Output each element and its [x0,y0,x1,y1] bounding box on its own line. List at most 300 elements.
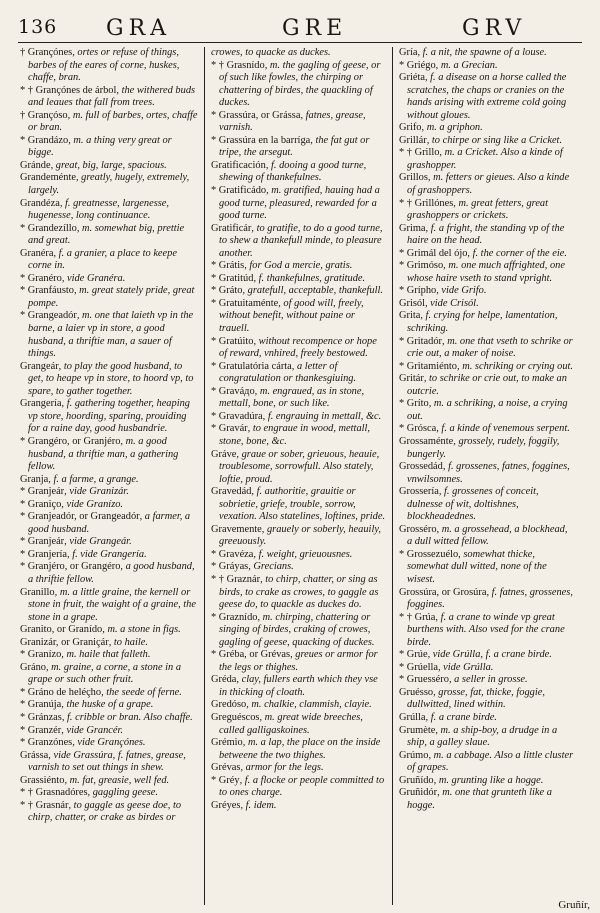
definition: , clay, fullers earth which they vse in thicking of cloath. [219,674,378,698]
entry-marker: * [399,285,407,297]
entry-marker: * [20,134,28,146]
definition: , vide Granéra. [61,272,126,284]
headword: Gráno de heléçho [27,686,102,698]
entry-marker: * [211,561,219,573]
definition: , f. gathering together, heaping vp store, hoording, sparing, prouiding for a raine day, good husbandrie. [28,398,190,435]
headword: Granito, or Granído [20,624,103,636]
definition: crowes, to quacke as duckes. [211,47,331,58]
dictionary-entry [399,486,574,524]
dictionary-entry [399,423,574,436]
headword: Grillos [399,172,428,184]
definition: , f. grossenes of conceit, dulnesse of wit, doltishnes, blockheadednes. [407,486,539,523]
definition: , m. chirping, chattering or singing of birdes, craking of crowes, gagling of geese, quacking of duckes. [219,611,375,648]
headword: Grandeménte [20,172,76,184]
headword: Gredóso [211,699,247,711]
headword: Granjería [27,548,68,560]
definition: , greues or armor for the legs or thighes. [219,649,378,673]
entry-marker: * [399,247,407,259]
dictionary-entry [20,699,198,712]
dictionary-entry [211,285,386,298]
headword: Graznído [218,611,258,623]
dictionary-entry [399,298,574,311]
definition: , vide Grassúra, f. fatnes, grease, varnish to set out things in shew. [28,749,186,774]
definition: , m. a Cricket. Also a kinde of grashopper. [407,147,563,171]
dictionary-entry [211,336,386,361]
headword: Gría [399,47,418,58]
definition: , gratefull, acceptable, thankefull. [242,285,383,297]
dictionary-entry [20,737,198,750]
dictionary-entry [399,587,574,612]
headword: Grandéza [20,197,60,209]
dictionary-entry [399,674,574,687]
definition: , f. idem. [240,799,277,811]
dictionary-entry [399,436,574,461]
headword: Grúlla [399,711,426,723]
definition: , f. crying for helpe, lamentation, schriking. [407,310,558,335]
page-number: 136 [18,16,58,38]
definition: , vide Grangeár. [64,536,132,548]
definition: , great, big, large, spacious. [50,159,167,171]
headword: Gruñído [399,774,434,786]
entry-marker: * [20,649,28,661]
headword: Gritadór [406,335,442,347]
headword: Gratulatória cárta [218,360,292,372]
dictionary-entry [20,787,198,800]
headword: Grisól [399,297,425,309]
definition: , m. fetters or gieues. Also a kinde of grashoppers. [407,172,570,197]
definition: , f. a farme, a grange. [48,473,139,485]
definition: , to gratifie, to do a good turne, to shew a thankefull minde, to pleasure another. [219,222,383,259]
dictionary-entry [399,461,574,486]
dictionary-entry [211,260,386,273]
entry-marker: * [211,335,219,347]
headword: Grillo [414,147,440,159]
dictionary-entry [20,561,198,586]
dictionary-entry [399,285,574,298]
definition: , m. a good husband, a thriftie man, a gathering fellow. [28,435,179,473]
definition: , greatly, hugely, extremely, largely. [28,172,190,197]
definition: , the fat gut or tripe, the arsegut. [219,134,370,159]
headword: Gréda [211,674,237,686]
dictionary-entry [211,47,386,60]
column-right [392,47,580,905]
dictionary-entry [20,687,198,700]
definition: , f. authoritie, grauitie or sobrietie, griefe, trouble, sorrow, vexation. Also statelines, loftines, pride. [219,486,386,523]
definition: , f. grossenes, fatnes, foggines, vnwilsomnes. [407,461,570,485]
headword: Granéro [27,272,62,284]
entry-marker: * [399,649,407,661]
definition: , to chirpe or sing like a Cricket. [426,134,563,146]
definition: , vide Grúlla, f. a crane birde. [427,649,552,661]
running-head-center: GRE [282,16,348,41]
dictionary-entry [399,60,574,73]
entry-marker: * [20,435,28,447]
dictionary-entry [399,373,574,398]
headword: Grossúra, or Grosúra [399,586,487,598]
headword: Grita [399,310,421,322]
running-head-right: GRV [462,16,527,41]
entry-marker: † [20,109,28,121]
dictionary-entry [20,47,198,85]
definition: , f. vide Grangería. [67,548,147,560]
headword: Gruesséro [406,674,449,686]
headword: Granízo [27,649,62,661]
entry-marker: * [20,724,28,736]
definition: , gaggling geese. [87,787,158,799]
definition: , vide Grúlla. [437,661,494,673]
entry-marker: * [399,674,407,686]
entry-marker: * [211,611,219,623]
dictionary-entry [399,712,574,725]
entry-marker: * [399,423,407,435]
dictionary-entry [20,750,198,775]
entry-marker: * † [20,787,36,799]
definition: , f. dooing a good turne, shewing of thankefulnes. [219,159,367,184]
headword: Grasnído [226,59,265,71]
headword: Grillónes [414,197,454,209]
definition: , m. a stone in figs. [102,624,181,636]
dictionary-entry [20,649,198,662]
headword: Graznár [226,573,261,585]
headword: Grimóso [406,260,444,272]
entry-marker: * [20,285,28,297]
entry-marker: * [211,109,219,121]
headword: Grimál del ójo [406,247,468,259]
headword: Grillár [399,134,427,146]
headword: Grévas [211,762,241,774]
headword: Granjéro, or Grangéro [27,561,121,573]
dictionary-entry [20,624,198,637]
definition: , vide Granizár. [64,486,129,498]
definition: , m. a grossehead, a blockhead, a dull witted fellow. [407,523,568,548]
headword: Graniço [27,498,62,510]
definition: , f. a crane birde. [425,711,498,723]
headword: Granjeár [27,486,65,498]
dictionary-entry [20,198,198,223]
headword: Grangeár [20,360,59,372]
dictionary-entry [20,248,198,273]
definition: , m. a lap, the place on the inside betweene the two thighes. [219,737,381,761]
dictionary-entry [399,524,574,549]
dictionary-entry [211,549,386,562]
dictionary-entry [399,135,574,148]
dictionary-entry [399,750,574,775]
definition: , for God a mercie, gratis. [244,260,353,272]
headword: Gráyas [218,561,249,573]
headword: Grósca [406,423,437,435]
headword: Gráno [20,661,46,673]
definition: , m. a thing very great or bigge. [28,134,172,159]
dictionary-entry [399,147,574,172]
entry-marker: * [211,410,219,422]
entry-marker: * [20,536,28,548]
definition: , vide Grancér. [61,724,124,736]
definition: , m. one much affrighted, one whose haire vseth to stand vpright. [407,260,565,284]
definition: , a letter of congratulation or thankesgiuing. [219,360,357,385]
entry-marker: * [399,59,407,71]
entry-marker: * † [399,147,415,159]
headword: Granja [20,473,49,485]
dictionary-entry [211,800,386,813]
headword: Gravemente [211,523,262,535]
entry-marker: * [20,272,28,284]
dictionary-entry [399,198,574,223]
definition: , ortes or refuse of things, barbes of the eares of corne, huskes, chaffe, bran. [28,47,180,84]
definition: , grosse, fat, thicke, foggie, dullwitted, lined within. [407,686,545,711]
headword: Granzér [27,724,62,736]
dictionary-entry [399,361,574,374]
headword: Grumète [399,724,436,736]
definition: , m. full of barbes, ortes, chaffe or bran. [28,109,198,134]
dictionary-entry [20,637,198,650]
definition: , f. a fright, the standing vp of the haire on the head. [407,222,565,247]
headword: Gritár [399,373,424,385]
dictionary-entry [20,172,198,197]
headword: Gréba, or Grévas [218,649,291,661]
dictionary-entry [399,549,574,587]
entry-marker: * † [399,197,415,209]
dictionary-entry [211,361,386,386]
definition: , m. the gagling of geese, or of such like fowles, the chirping or chattering of birdes, the quackling of duckes. [219,59,381,109]
headword: Grúe [406,649,428,661]
entry-marker: * [20,511,28,523]
entry-marker: * † [20,84,36,96]
definition: , m. one that grunteth like a hogge. [407,787,552,811]
headword: Granizár, or Graniçár [20,636,109,648]
headword: Gruésso [399,686,434,698]
definition: , graue or sober, grieuous, heauie, troublesome, sorrowfull. Also stately, loftie, proud. [219,448,380,485]
entry-marker: * [211,774,219,786]
dictionary-entry [399,172,574,197]
dictionary-entry [399,649,574,662]
entry-marker: * † [20,799,36,811]
definition: , somewhat thicke, somewhat dull witted, none of the wisest. [407,548,547,585]
headword: Gravadúra [218,410,263,422]
entry-marker: * [211,185,219,197]
definition: , m. one that laieth vp in the barne, a laier vp in store, a good husband, a thriftie man, a sauer of things. [28,310,194,360]
dictionary-entry [20,536,198,549]
dictionary-entry [399,72,574,122]
page-header [14,12,586,42]
definition: , m. a schriking, a noise, a crying out. [407,398,568,422]
definition: , f. the corner of the eie. [467,247,567,259]
dictionary-entry [399,223,574,248]
headword: Gratificación [211,159,266,171]
dictionary-entry [399,398,574,423]
definition: , m. chalkie, clammish, clayie. [246,699,372,711]
entry-marker: * [211,548,219,560]
definition: , m. a little graine, the kernell or stone in fruit, the waight of a graine, the stone in a grape. [28,586,196,623]
dictionary-entry [211,762,386,775]
dictionary-entry [211,160,386,185]
definition: , without recompence or hope of reward, vnhired, freely bestowed. [219,335,377,360]
definition: , a seller in grosse. [448,674,528,686]
headword: Gravedád [211,486,252,498]
dictionary-entry [211,223,386,261]
entry-marker: * [20,686,28,698]
dictionary-entry [20,398,198,436]
entry-marker: * † [399,611,415,623]
headword: Gráve [211,448,237,460]
dictionary-entry [211,699,386,712]
headword: Grossería [399,486,439,498]
headword: Grançóso [27,109,68,121]
dictionary-entry [211,775,386,800]
headword: Grasnár [35,799,69,811]
headword: Gratificádo [218,185,267,197]
entry-marker: * [211,272,219,284]
headword: Gratúito [218,335,254,347]
entry-marker: † [20,47,28,58]
dictionary-entry [211,486,386,524]
dictionary-entry [211,273,386,286]
headword: Granillo [20,586,55,598]
dictionary-entry [211,561,386,574]
definition: , m. great stately pride, great pompe. [28,285,195,309]
definition: , m. great fetters, great grashoppers or crickets. [407,197,549,222]
definition: , the seede of ferne. [101,686,182,698]
definition: , the huske of a grape. [61,699,154,711]
dictionary-entry [399,612,574,650]
headword: Gritamiénto [406,360,458,372]
definition: , vide Grançónes. [72,737,146,749]
headword: Gréyes [211,799,241,811]
definition: , f. a nit, the spawne of a louse. [417,47,547,58]
dictionary-entry [211,298,386,336]
dictionary-entry [20,775,198,788]
dictionary-entry [20,725,198,738]
dictionary-entry [20,587,198,625]
definition: , f. a disease on a horse called the scratches, the chaps or cranies on the hands arising with extreme cold going without gloues. [407,72,567,121]
headword: Grançónes [27,47,73,58]
definition: , m. one that vseth to schrike or crie out, a maker of noise. [407,335,573,360]
definition: , f. fatnes, grossenes, foggines. [407,586,573,611]
entry-marker: * [211,423,219,435]
dictionary-entry [399,122,574,135]
headword: Grangeadór [27,310,77,322]
definition: , fatnes, grease, varnish. [219,109,366,134]
headword: Gruñidór [399,787,438,799]
headword: Gravéza [218,548,254,560]
entry-marker: * [399,260,407,272]
dictionary-entry [20,712,198,725]
definition: , to play the good husband, to get, to heape vp in store, to hoord vp, to spare, to gather together. [28,360,194,397]
dictionary-entry [211,449,386,487]
definition: , m. a ship-boy, a drudge in a ship, a galley slaue. [407,724,558,749]
definition: , grossely, rudely, foggily, bungerly. [407,435,560,460]
dictionary-entry [399,787,574,812]
headword: Grássa [20,749,49,761]
headword: Granjeadór, or Grangeadór [27,511,140,523]
headword: Grançónes de árbol [35,84,117,96]
definition: , f. a kinde of venemous serpent. [436,423,570,435]
headword: Grossedád [399,461,443,473]
entry-marker: * [211,134,219,146]
definition: , f. engrauing in mettall, &c. [262,410,382,422]
running-head-left: GRA [106,16,172,41]
headword: Grandázo [27,134,69,146]
entry-marker: * [211,385,219,397]
headword: Gratuitaménte [218,297,279,309]
headword: Granúja [27,699,62,711]
dictionary-entry [20,135,198,160]
dictionary-entry [211,386,386,411]
dictionary-entry [211,411,386,424]
entry-marker: * [211,649,219,661]
dictionary-entry [20,436,198,474]
dictionary-entry [399,725,574,750]
headword: Granfáusto [27,285,74,297]
definition: , vide Grifo. [436,285,487,297]
definition: , vide Crisól. [424,297,479,309]
headword: Grossezuélo [406,548,459,560]
dictionary-entry [399,687,574,712]
entry-marker: * [211,260,219,272]
entry-columns [14,47,586,905]
column-left [14,47,204,905]
entry-marker: * [399,548,407,560]
headword: Gránzas [27,711,62,723]
headword: Grúa [414,611,436,623]
headword: Granéra [20,247,54,259]
definition: , m. somewhat big, prettie and great. [28,222,185,247]
headword: Grifo [399,122,422,134]
definition: , a good husband, a thriftie fellow. [28,561,195,585]
definition: , m. engraued, as in stone, mettall, bone, or such like. [219,385,365,410]
dictionary-entry [211,649,386,674]
headword: Grátis [218,260,245,272]
dictionary-entry [20,361,198,399]
dictionary-entry [20,285,198,310]
definition: , f. thankefulnes, gratitude. [253,272,366,284]
entry-marker: * [399,661,407,673]
headword: Grémio [211,737,243,749]
headword: Grassúra en la barríga [218,134,311,146]
headword: Grúella [406,661,438,673]
definition: , to engraue in wood, mettall, stone, bone, &c. [219,423,371,447]
dictionary-entry [211,612,386,650]
headword: Grima [399,222,426,234]
dictionary-entry [399,775,574,788]
header-rule [18,42,582,43]
entry-marker: * [20,548,28,560]
headword: Grípho [406,285,437,297]
dictionary-entry [20,110,198,135]
dictionary-entry [399,310,574,335]
column-middle [204,47,392,905]
headword: Griéta [399,72,425,84]
dictionary-entry [20,310,198,360]
dictionary-entry [211,737,386,762]
dictionary-entry [20,223,198,248]
dictionary-entry [20,160,198,173]
entry-marker: * [211,285,219,297]
headword: Gríto [406,398,429,410]
definition: , Grecians. [248,561,294,573]
dictionary-entry [20,474,198,487]
dictionary-entry [399,47,574,60]
headword: Griégo [406,59,436,71]
entry-marker: * † [211,59,227,71]
dictionary-entry [20,486,198,499]
definition: , armor for the legs. [240,762,324,774]
dictionary-entry [211,524,386,549]
headword: Gráto [218,285,243,297]
definition: , m. great wide breeches, called galligaskoines. [219,711,363,736]
dictionary-entry [20,662,198,687]
dictionary-entry [211,574,386,612]
headword: Gratitúd [218,272,254,284]
